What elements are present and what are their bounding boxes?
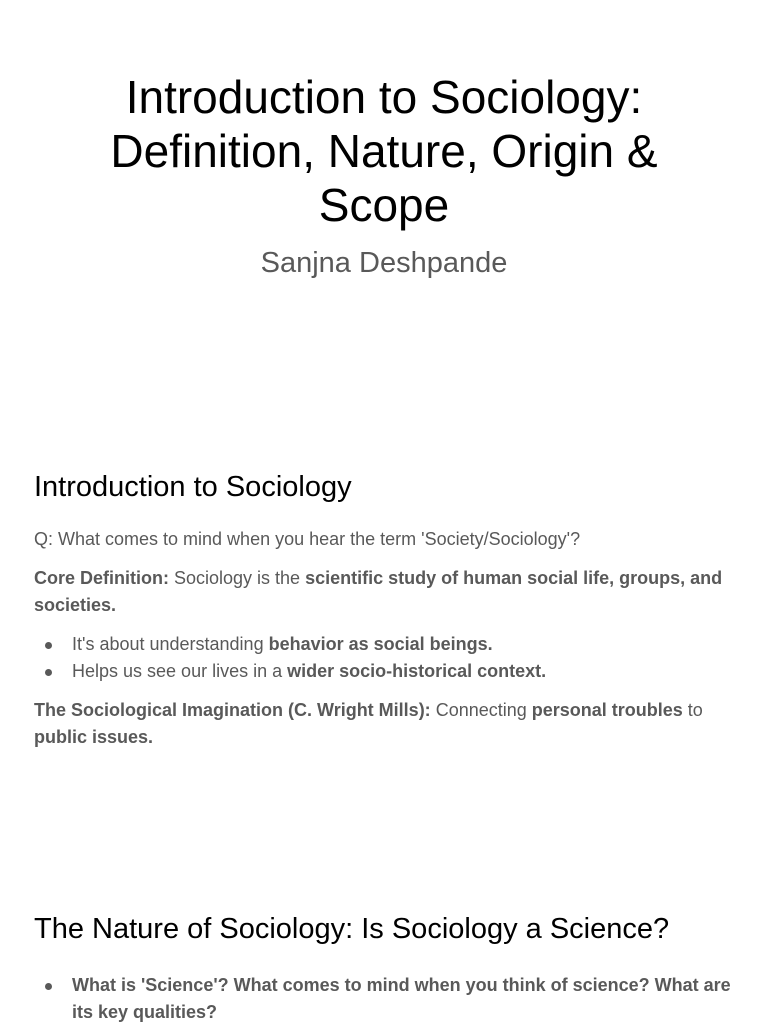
bullet-icon	[45, 642, 52, 649]
author-name: Sanjna Deshpande	[260, 247, 508, 279]
core-definition	[34, 565, 734, 619]
intro-heading: Introduction to Sociology	[34, 471, 352, 503]
intro-bullet-list	[34, 631, 734, 685]
bullet-bold-text: What is 'Science'? What comes to mind when you think of science? What are its key qualities?	[72, 975, 731, 1022]
list-item	[34, 658, 734, 685]
list-item	[34, 631, 734, 658]
bullet-text: It's about understanding	[72, 634, 269, 654]
core-definition-text: Sociology is the	[169, 568, 306, 588]
imagination-label: The Sociological Imagination (C. Wright Mills):	[34, 700, 431, 720]
imagination-text-to: to	[682, 700, 703, 720]
nature-heading: The Nature of Sociology: Is Sociology a Science?	[34, 913, 670, 945]
bullet-icon	[45, 669, 52, 676]
nature-bullet-list	[34, 972, 734, 1026]
title-slide	[40, 70, 728, 280]
bullet-bold-text: wider socio-historical context.	[287, 661, 547, 681]
list-item	[34, 972, 734, 1026]
bullet-text: Helps us see our lives in a	[72, 661, 288, 681]
bullet-icon	[45, 983, 52, 990]
bullet-bold-text: behavior as social beings.	[268, 634, 493, 654]
presentation-title: Introduction to Sociology: Definition, Nature, Origin & Scope	[110, 71, 658, 231]
core-definition-label: Core Definition:	[34, 568, 169, 588]
imagination-text: Connecting	[430, 700, 532, 720]
intro-question: Q: What comes to mind when you hear the term 'Society/Sociology'?	[34, 529, 581, 549]
imagination-bold-public: public issues.	[34, 727, 154, 747]
imagination-bold-personal: personal troubles	[531, 700, 683, 720]
core-definition-bold: scientific study of human social life, groups, and societies.	[34, 568, 723, 615]
sociological-imagination	[34, 697, 734, 751]
